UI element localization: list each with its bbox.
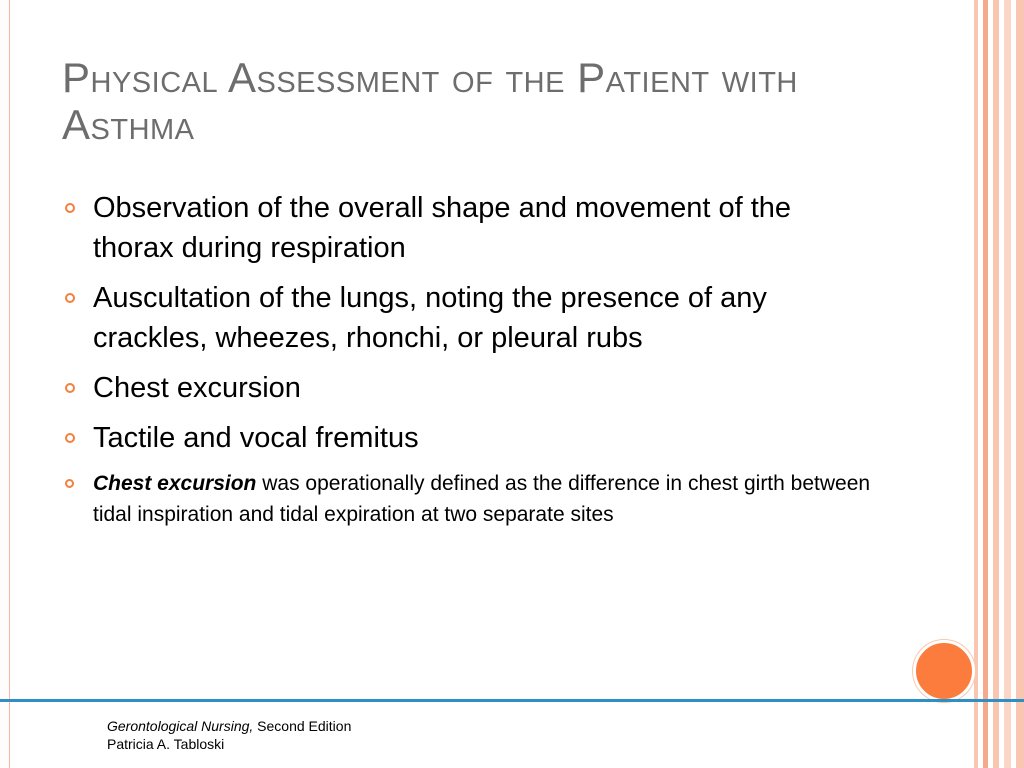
bullet-circle-icon	[65, 383, 75, 393]
bullet-list	[62, 188, 872, 530]
stripe	[993, 0, 999, 768]
footer-book-line	[107, 717, 351, 735]
bullet-circle-icon	[65, 479, 74, 488]
bullet-circle-icon	[65, 293, 75, 303]
bullet-text: Tactile and vocal fremitus	[93, 422, 419, 454]
right-decorative-stripes	[974, 0, 1024, 768]
footer-divider	[0, 699, 1024, 702]
bullet-item	[62, 278, 872, 358]
bullet-text: Observation of the overall shape and movement of the thorax during respiration	[93, 192, 792, 264]
footer-book-title: Gerontological Nursing,	[107, 718, 254, 734]
bullet-circle-icon	[65, 433, 75, 443]
footer-edition: Second Edition	[253, 718, 352, 734]
left-edge-border	[0, 0, 10, 768]
bullet-circle-icon	[65, 203, 75, 213]
footer-citation	[107, 717, 351, 753]
bullet-item	[62, 418, 872, 458]
stripe	[974, 0, 978, 768]
orange-circle-decoration	[913, 640, 975, 702]
bullet-text: Auscultation of the lungs, noting the presence of any crackles, wheezes, rhonchi, or pleural rubs	[93, 282, 767, 354]
slide-title: Physical Assessment of the Patient with Asthma	[62, 54, 798, 149]
note-lead-term: Chest excursion	[93, 472, 257, 495]
note-text: was operationally defined as the difference in chest girth between tidal inspiration and tidal expiration at two separate sites	[93, 472, 871, 526]
bullet-item	[62, 368, 872, 408]
stripe	[1016, 0, 1024, 768]
stripe	[983, 0, 988, 768]
bullet-text: Chest excursion	[93, 372, 301, 404]
note-bullet-item	[62, 468, 872, 530]
footer-author: Patricia A. Tabloski	[107, 736, 225, 752]
stripe	[1004, 0, 1011, 768]
bullet-item	[62, 188, 872, 268]
